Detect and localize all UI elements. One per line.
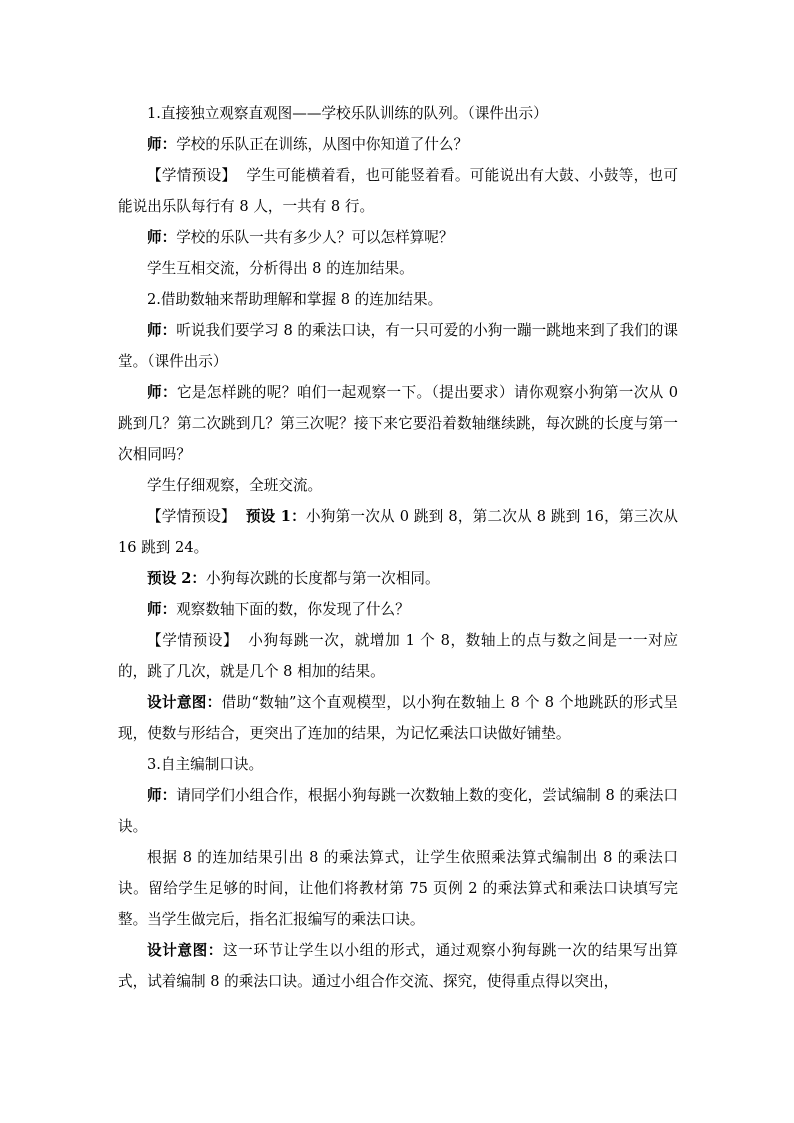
paragraph [118, 501, 678, 563]
paragraph-text: 请同学们小组合作，根据小狗每跳一次数轴上数的变化，尝试编制 8 的乘法口诀。 [118, 787, 678, 835]
paragraph [118, 129, 678, 160]
paragraph [118, 222, 678, 253]
paragraph [118, 377, 678, 470]
paragraph-text: 小狗每跳一次，就增加 1 个 8，数轴上的点与数之间是一一对应的，跳了几次，就是几个 8 相加的结果。 [118, 632, 678, 680]
paragraph [118, 253, 678, 284]
design-intent-label: 设计意图： [147, 694, 222, 711]
design-intent-label: 设计意图： [147, 942, 223, 959]
paragraph [118, 625, 678, 687]
paragraph-text: 听说我们要学习 8 的乘法口诀，有一只可爱的小狗一蹦一跳地来到了我们的课堂。（课件出示） [118, 322, 678, 370]
paragraph-text: 借助“数轴”这个直观模型，以小狗在数轴上 8 个 8 个地跳跃的形式呈现，使数与形结合，更突出了连加的结果，为记忆乘法口诀做好铺垫。 [118, 694, 678, 742]
paragraph-text: 学生仔细观察，全班交流。 [147, 477, 323, 494]
paragraph [118, 842, 678, 935]
paragraph-text: 小狗第一次从 0 跳到 8，第二次从 8 跳到 16，第三次从 16 跳到 24。 [118, 508, 678, 556]
paragraph-text: 1.直接独立观察直观图——学校乐队训练的队列。（课件出示） [147, 105, 548, 122]
paragraph-text: 学校的乐队一共有多少人？可以怎样算呢？ [176, 229, 454, 246]
paragraph-text: 它是怎样跳的呢？咱们一起观察一下。（提出要求）请你观察小狗第一次从 0 跳到几？第二次跳到几？第三次呢？接下来它要沿着数轴继续跳，每次跳的长度与第一次相同吗？ [118, 384, 678, 463]
paragraph [118, 749, 678, 780]
paragraph [118, 98, 678, 129]
speaker-label: 师： [147, 384, 177, 401]
preset-sublabel: 预设 2： [147, 570, 207, 587]
paragraph [118, 284, 678, 315]
paragraph-text: 2.借助数轴来帮助理解和掌握 8 的连加结果。 [147, 291, 443, 308]
paragraph [118, 160, 678, 222]
speaker-label: 师： [147, 322, 177, 339]
preset-sublabel: 预设 1： [245, 508, 306, 525]
speaker-label: 师： [147, 601, 177, 618]
paragraph-text: 这一环节让学生以小组的形式，通过观察小狗每跳一次的结果写出算式，试着编制 8 的乘法口诀。通过小组合作交流、探究，使得重点得以突出， [118, 942, 678, 990]
paragraph-text: 小狗每次跳的长度都与第一次相同。 [206, 570, 440, 587]
paragraph-text: 根据 8 的连加结果引出 8 的乘法算式，让学生依照乘法算式编制出 8 的乘法口诀。留给学生足够的时间，让他们将教材第 75 页例 2 的乘法算式和乘法口诀填写完整。当学生做完后，指名汇报编写的乘法口诀。 [118, 849, 678, 928]
paragraph [118, 594, 678, 625]
paragraph [118, 687, 678, 749]
speaker-label: 师： [147, 787, 177, 804]
preset-label: 【学情预设】 [147, 632, 239, 649]
paragraph [118, 315, 678, 377]
paragraph [118, 780, 678, 842]
document-body [118, 98, 678, 997]
paragraph-text: 观察数轴下面的数，你发现了什么？ [176, 601, 410, 618]
paragraph-text: 学校的乐队正在训练，从图中你知道了什么？ [176, 136, 469, 153]
speaker-label: 师： [147, 229, 177, 246]
paragraph-text: 学生互相交流，分析得出 8 的连加结果。 [147, 260, 414, 277]
paragraph [118, 563, 678, 594]
paragraph-text: 3.自主编制口诀。 [147, 756, 264, 773]
paragraph-text: 学生可能横着看，也可能竖着看。可能说出有大鼓、小鼓等，也可能说出乐队每行有 8 人，一共有 8 行。 [118, 167, 678, 215]
speaker-label: 师： [147, 136, 177, 153]
preset-label: 【学情预设】 [147, 508, 236, 525]
preset-label: 【学情预设】 [147, 167, 237, 184]
paragraph [118, 935, 678, 997]
paragraph [118, 470, 678, 501]
